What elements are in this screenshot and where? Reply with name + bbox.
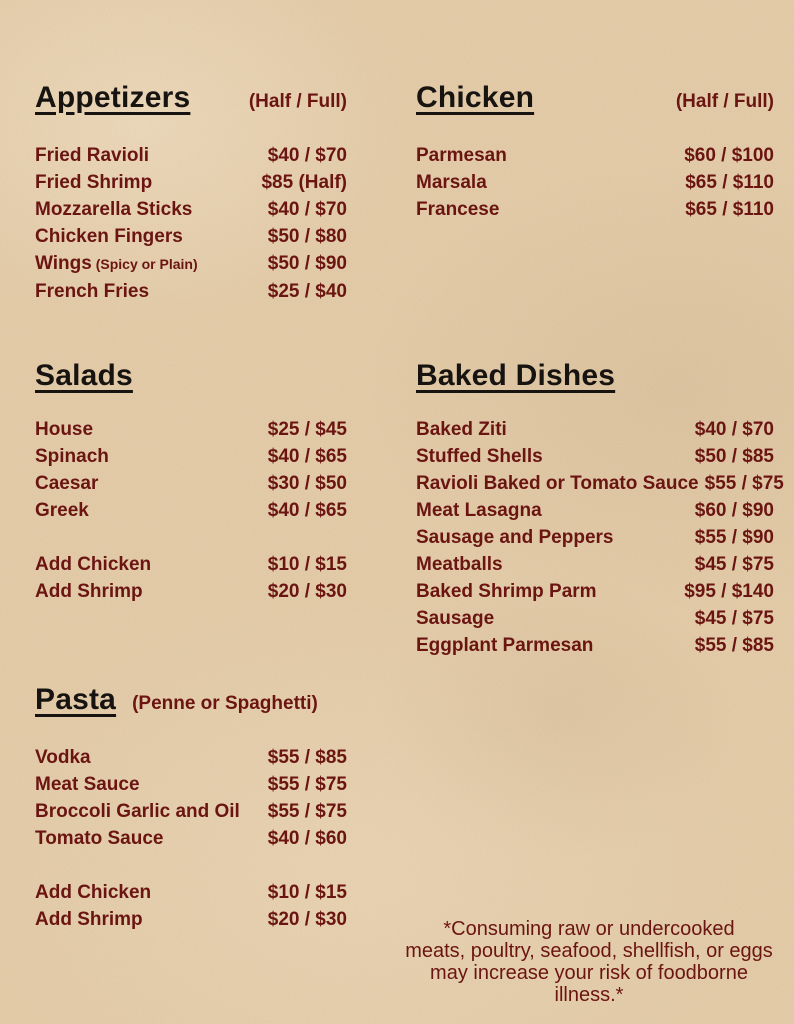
item-price: $20 / $30 <box>267 581 347 602</box>
menu-item-row <box>416 443 774 470</box>
menu-item-row <box>416 416 774 443</box>
menu-item-row <box>35 416 347 443</box>
menu-item-row <box>416 551 774 578</box>
section-title: Baked Dishes <box>416 359 616 392</box>
section-title: Appetizers <box>35 81 191 114</box>
item-name: Fried Ravioli <box>35 145 150 166</box>
section-header <box>35 360 347 392</box>
item-price: $55 / $85 <box>694 635 774 656</box>
menu-item-row <box>416 632 774 659</box>
item-name: House <box>35 419 94 440</box>
item-name: Parmesan <box>416 145 507 166</box>
item-price: $55 / $75 <box>267 774 347 795</box>
menu-item-row <box>35 744 347 771</box>
item-name: Meat Lasagna <box>416 500 542 521</box>
menu-item-row <box>35 470 347 497</box>
section-title: Salads <box>35 359 133 392</box>
item-price: $65 / $110 <box>685 199 774 220</box>
item-price: $30 / $50 <box>267 473 347 494</box>
section-items <box>416 416 784 659</box>
item-price: $40 / $60 <box>267 828 347 849</box>
item-price: $10 / $15 <box>267 554 347 575</box>
item-price: $85 (Half) <box>261 172 347 193</box>
item-name: Tomato Sauce <box>35 828 164 849</box>
item-name: French Fries <box>35 281 150 302</box>
menu-item-row <box>35 771 347 798</box>
item-price: $40 / $70 <box>267 145 347 166</box>
menu-item-row <box>416 169 774 196</box>
menu-item-row <box>416 497 774 524</box>
menu-item-row <box>416 196 774 223</box>
item-name: Marsala <box>416 172 487 193</box>
item-price: $45 / $75 <box>694 554 774 575</box>
item-name: Baked Shrimp Parm <box>416 581 597 602</box>
menu-item-row <box>35 497 347 524</box>
menu-item-row <box>35 278 347 305</box>
item-price: $25 / $45 <box>267 419 347 440</box>
item-price: $55 / $90 <box>694 527 774 548</box>
item-name: Meat Sauce <box>35 774 140 795</box>
item-price: $45 / $75 <box>694 608 774 629</box>
menu-item-row <box>416 142 774 169</box>
item-price: $40 / $65 <box>267 500 347 521</box>
section-header <box>416 82 774 118</box>
item-name: Mozzarella Sticks <box>35 199 193 220</box>
item-name: Sausage <box>416 608 495 629</box>
menu-item-row <box>35 196 347 223</box>
menu-item-row <box>35 906 347 933</box>
section-subtitle: (Half / Full) <box>248 91 347 112</box>
menu-item-row <box>416 605 774 632</box>
item-price: $50 / $80 <box>267 226 347 247</box>
item-name: Add Shrimp <box>35 581 143 602</box>
menu-item-row <box>35 443 347 470</box>
item-price: $50 / $85 <box>694 446 774 467</box>
menu-item-row <box>416 470 784 497</box>
item-price: $95 / $140 <box>684 581 774 602</box>
menu-item-row <box>35 551 347 578</box>
item-price: $60 / $100 <box>684 145 774 166</box>
item-name: Chicken Fingers <box>35 226 183 247</box>
section-salads <box>35 360 347 605</box>
section-pasta <box>35 684 347 933</box>
item-name: Baked Ziti <box>416 419 507 440</box>
food-safety-disclaimer <box>393 918 785 1006</box>
disclaimer-line: meats, poultry, seafood, shellfish, or eggs <box>405 940 773 962</box>
item-name: Fried Shrimp <box>35 172 153 193</box>
menu-item-row <box>35 223 347 250</box>
menu-item-row <box>35 578 347 605</box>
menu-item-row <box>416 524 774 551</box>
item-price: $40 / $70 <box>267 199 347 220</box>
item-price: $40 / $70 <box>694 419 774 440</box>
item-name: Stuffed Shells <box>416 446 543 467</box>
disclaimer-line: *Consuming raw or undercooked <box>443 918 735 940</box>
item-name: Spinach <box>35 446 109 467</box>
menu-item-row <box>35 250 347 278</box>
item-price: $60 / $90 <box>694 500 774 521</box>
menu-item-row <box>35 825 347 852</box>
item-price: $50 / $90 <box>267 253 347 274</box>
section-subtitle: (Half / Full) <box>675 91 774 112</box>
item-name: Caesar <box>35 473 99 494</box>
section-items <box>35 416 347 605</box>
item-name: Eggplant Parmesan <box>416 635 594 656</box>
section-header <box>35 684 347 720</box>
section-items <box>35 744 347 933</box>
menu-item-row <box>416 578 774 605</box>
section-baked-dishes <box>416 359 784 659</box>
section-header <box>416 360 774 392</box>
menu-item-row <box>35 142 347 169</box>
item-price: $25 / $40 <box>267 281 347 302</box>
item-name: Greek <box>35 500 89 521</box>
item-price: $20 / $30 <box>267 909 347 930</box>
item-price: $65 / $110 <box>685 172 774 193</box>
item-name: Add Chicken <box>35 554 152 575</box>
item-name: Broccoli Garlic and Oil <box>35 801 240 822</box>
section-items <box>416 142 774 223</box>
item-price: $10 / $15 <box>267 882 347 903</box>
item-price: $55 / $75 <box>267 801 347 822</box>
disclaimer-line: may increase your risk of foodborne illness.* <box>430 962 748 1006</box>
item-name: Sausage and Peppers <box>416 527 614 548</box>
section-title: Chicken <box>416 81 535 114</box>
menu-item-row <box>35 879 347 906</box>
menu-item-row <box>35 169 347 196</box>
item-price: $40 / $65 <box>267 446 347 467</box>
item-name: Francese <box>416 199 500 220</box>
section-header <box>35 82 347 118</box>
section-chicken <box>416 82 774 223</box>
item-name: Wings (Spicy or Plain) <box>35 253 198 274</box>
item-name: Meatballs <box>416 554 503 575</box>
item-name: Add Shrimp <box>35 909 143 930</box>
item-note: (Spicy or Plain) <box>91 256 198 272</box>
section-items <box>35 142 347 305</box>
item-name: Ravioli Baked or Tomato Sauce <box>416 473 699 494</box>
section-appetizers <box>35 82 347 305</box>
item-name: Add Chicken <box>35 882 152 903</box>
menu-item-row <box>35 798 347 825</box>
item-name: Vodka <box>35 747 91 768</box>
section-title: Pasta <box>35 683 117 716</box>
item-price: $55 / $85 <box>267 747 347 768</box>
section-subtitle: (Penne or Spaghetti) <box>132 693 318 714</box>
item-price: $55 / $75 <box>704 473 784 494</box>
